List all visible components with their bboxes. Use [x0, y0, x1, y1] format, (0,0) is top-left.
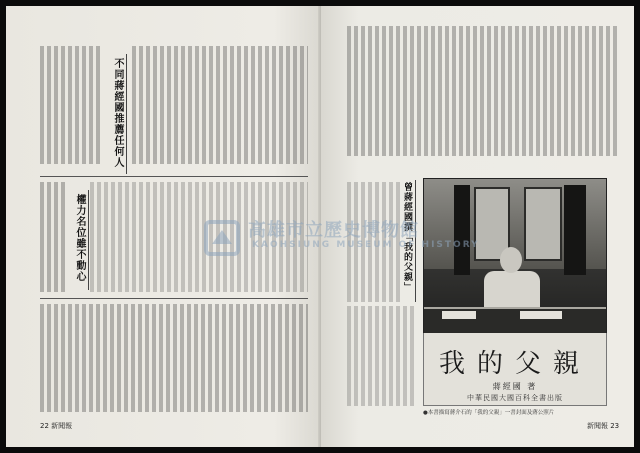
book-publisher: 中華民國大國百科全書出版 [467, 394, 563, 402]
photo-caption: ●本書描寫蔣介石的「我的父親」一書封面及蔣公照片 [423, 410, 555, 416]
left-headline-2-rule [88, 190, 89, 290]
left-bottom-text-block [40, 304, 308, 412]
left-headline-1-rule [126, 54, 127, 174]
right-top-text-block [347, 26, 617, 156]
book-cover-title-panel [423, 333, 607, 406]
book-title: 我的父親 [438, 349, 591, 379]
right-folio: 新聞報 23 [587, 422, 620, 430]
left-mid-divider [40, 176, 308, 177]
museum-logo-icon [202, 218, 242, 258]
right-headline: 曾蔣經國撰「我的父親」 [402, 182, 412, 292]
museum-watermark [202, 214, 480, 264]
book-author: 蔣經國 著 [492, 382, 538, 391]
magazine-spread [6, 6, 634, 447]
left-bottom-divider [40, 298, 308, 299]
left-top-text-block [40, 46, 308, 164]
left-headline-2: 權力名位雖不動心 [74, 194, 85, 282]
left-folio: 22 新聞報 [40, 422, 73, 430]
left-headline-1: 不同蔣經國推薦任何人 [112, 58, 123, 168]
watermark-subtext: KAOHSIUNG MUSEUM OF HISTORY [252, 240, 480, 250]
watermark-text: 高雄市立歷史博物館 [248, 220, 419, 241]
right-bottom-text-column [347, 306, 417, 406]
